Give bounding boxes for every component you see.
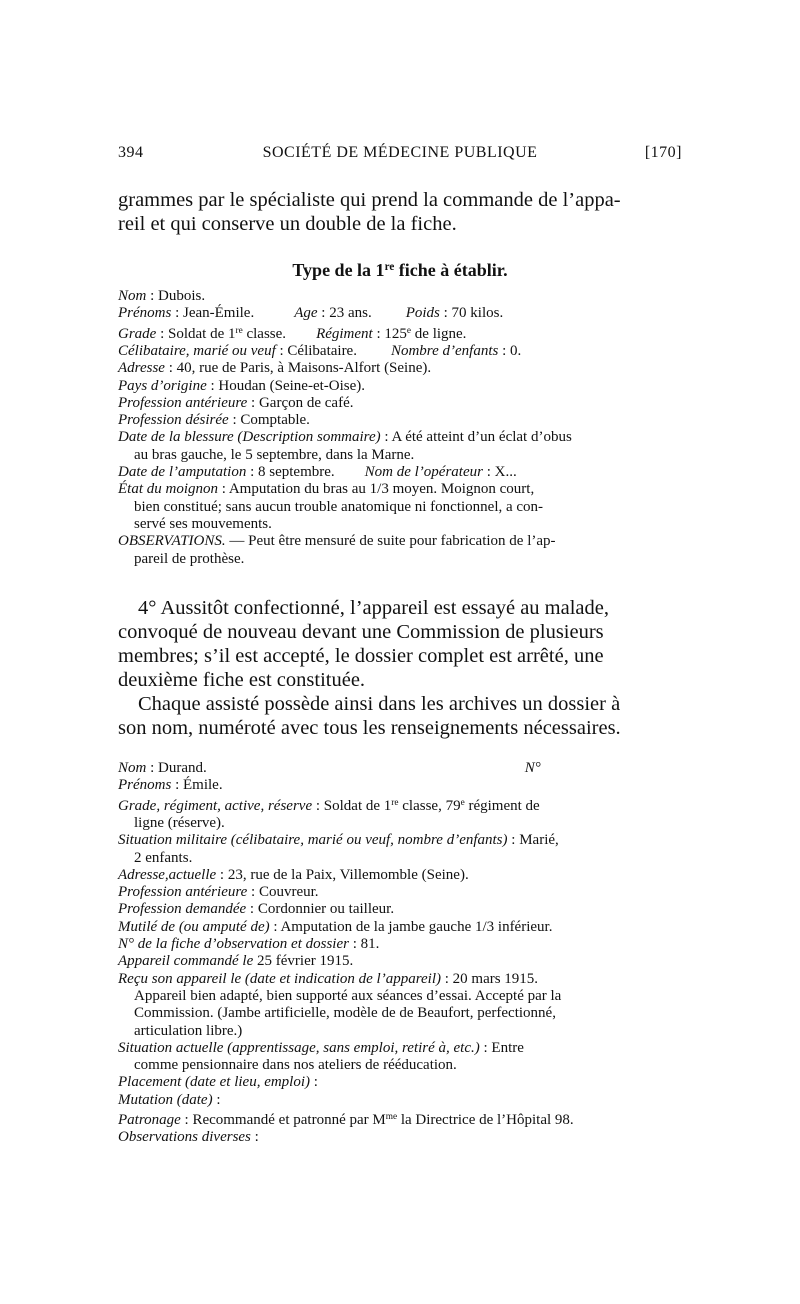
fiche-line (118, 360, 684, 377)
field-value: la Directrice de l’Hôpital 98. (397, 1112, 574, 1129)
fiche-line (118, 1109, 684, 1129)
fiche-line: bien constitué; sans aucun trouble anatomique ni fonctionnel, a con- (134, 498, 544, 515)
running-header (118, 144, 682, 170)
field-label: Profession désirée (118, 412, 229, 429)
field-label: Régiment (316, 325, 373, 342)
field-label: Observations diverses (118, 1129, 251, 1146)
fiche-line (118, 343, 684, 360)
fiche-line (118, 429, 684, 446)
fiche-line: au bras gauche, le 5 septembre, dans la Marne. (134, 446, 415, 463)
fiche-line: articulation libre.) (134, 1022, 243, 1039)
field-value: : 70 kilos. (439, 305, 504, 322)
field-label: Prénoms (118, 777, 172, 794)
field-label: N° (524, 760, 541, 776)
page-number: 394 (118, 144, 144, 161)
field-value: 25 février 1915. (253, 953, 354, 970)
field-label: Profession demandée (118, 901, 247, 918)
field-value: : (212, 1091, 221, 1108)
fiche-line (118, 1074, 684, 1091)
field-value: : X... (482, 464, 517, 481)
field-value: : Durand. (146, 760, 207, 776)
field-label: Mutilé de (ou amputé de) (118, 918, 270, 935)
field-sup: re (235, 325, 243, 336)
field-label: Date de l’amputation (118, 464, 247, 481)
intro-line: grammes par le spécialiste qui prend la commande de l’appa- (118, 189, 621, 211)
field-sup: e (460, 797, 465, 808)
field-label: Placement (date et lieu, emploi) (118, 1074, 311, 1091)
intro-paragraph (118, 188, 682, 236)
body-line: deuxième fiche est constituée. (118, 669, 366, 691)
field-value: : 23, rue de la Paix, Villemomble (Seine). (216, 866, 469, 883)
fiche-line (118, 323, 684, 343)
field-value: : 8 septembre. (246, 464, 335, 481)
field-value: : Houdan (Seine-et-Oise). (206, 377, 366, 394)
field-label: N° de la fiche d’observation et dossier (118, 936, 349, 953)
field-value: : 23 ans. (317, 305, 372, 322)
fiche-line (118, 971, 684, 988)
fiche-line: Appareil bien adapté, bien supporté aux séances d’essai. Accepté par la (134, 987, 562, 1004)
body-line: membres; s’il est accepté, le dossier complet est arrêté, une (118, 645, 604, 667)
fiche-line (118, 953, 684, 970)
field-value: : 81. (348, 936, 380, 953)
fiche-line: comme pensionnaire dans nos ateliers de rééducation. (134, 1057, 457, 1074)
fiche-title-sup: re (384, 260, 395, 273)
field-sup: me (385, 1112, 398, 1123)
fiche-2 (118, 760, 684, 1147)
fiche-line (118, 288, 684, 305)
field-label: (Description sommaire) (237, 429, 381, 446)
field-value: : Célibataire. (275, 343, 357, 359)
running-title: SOCIÉTÉ DE MÉDECINE PUBLIQUE (262, 144, 538, 161)
field-label: (célibataire, marié ou veuf, nombre d’enfants) (230, 832, 508, 849)
field-value: : 40, rue de Paris, à Maisons-Alfort (Seine). (164, 360, 432, 377)
field-value: : (310, 1074, 318, 1091)
field-label: Poids (405, 305, 440, 322)
field-value: : Soldat de 1 (312, 797, 392, 814)
field-value: : Couvreur. (247, 884, 319, 901)
fiche-line (118, 884, 684, 901)
field-label: Appareil commandé le (118, 953, 254, 970)
field-value: : Émile. (171, 777, 223, 794)
field-value: de ligne. (411, 325, 467, 342)
fiche-line (118, 832, 684, 849)
body-line: convoqué de nouveau devant une Commission de plusieurs (118, 621, 604, 643)
field-label: État du moignon (118, 481, 218, 498)
fiche-title-text: fiche à établir. (394, 260, 508, 280)
fiche-line (118, 412, 684, 429)
fiche-line: ligne (réserve). (134, 815, 225, 831)
field-value: classe. (242, 325, 287, 342)
fiche-line (118, 901, 684, 918)
field-value: : Jean-Émile. (171, 305, 255, 322)
fiche-line (118, 533, 684, 550)
field-label: Situation actuelle (118, 1039, 224, 1056)
field-label: Adresse,actuelle (118, 866, 217, 883)
field-value: : A été atteint d’un éclat d’obus (380, 429, 572, 446)
fiche-line: pareil de prothèse. (134, 550, 245, 567)
fiche-line (118, 1040, 684, 1057)
field-value: : Recommandé et patronné par M (180, 1112, 386, 1129)
fiche-line (118, 305, 684, 322)
fiche-line (118, 777, 684, 794)
field-label: Nom de l’opérateur (364, 464, 483, 481)
field-label: Patronage (118, 1112, 181, 1129)
body-line: 4° Aussitôt confectionné, l’appareil est essayé au malade, (138, 597, 609, 619)
field-value: : Amputation de la jambe gauche 1/3 inférieur. (269, 918, 553, 935)
field-label: Nom (118, 288, 147, 304)
fiche-line (118, 919, 684, 936)
field-label: Date de la blessure (118, 429, 234, 446)
field-value: : Comptable. (228, 412, 310, 429)
fiche-line: Commission. (Jambe artificielle, modèle de de Beaufort, perfectionné, (134, 1005, 556, 1022)
field-value: : 125 (372, 325, 407, 342)
fiche-line (118, 936, 684, 953)
page-reference: [170] (644, 144, 682, 161)
field-label: Nombre d’enfants (390, 343, 499, 359)
field-label: Grade (118, 325, 157, 342)
field-value: — Peut être mensuré de suite pour fabrication de l’ap- (225, 533, 556, 550)
fiche-line (118, 795, 684, 815)
fiche-line: servé ses mouvements. (134, 515, 272, 532)
field-label: Situation militaire (118, 832, 228, 849)
field-value: : Amputation du bras au 1/3 moyen. Moignon court, (218, 481, 535, 498)
field-value: classe, 79 (398, 797, 461, 814)
field-value: régiment de (464, 797, 540, 814)
field-label: Grade, régiment, active, réserve (118, 797, 313, 814)
field-label: Profession antérieure (118, 394, 248, 411)
fiche-line (118, 395, 684, 412)
field-label: Age (294, 305, 318, 322)
fiche-line (118, 1129, 684, 1146)
fiche-line (118, 760, 684, 777)
field-value: : 20 mars 1915. (440, 970, 539, 987)
field-value: : Dubois. (146, 288, 206, 304)
middle-paragraph-1 (118, 596, 682, 740)
fiche-title-text: Type de la 1 (292, 260, 385, 280)
field-value: : Garçon de café. (247, 394, 354, 411)
field-value: : 0. (498, 343, 522, 359)
fiche-line (118, 481, 684, 498)
field-label: Nom (118, 760, 147, 776)
fiche-line: 2 enfants. (134, 849, 193, 866)
field-value: : Marié, (507, 832, 559, 849)
field-label: Pays d’origine (118, 377, 207, 394)
field-label: Mutation (date) (118, 1091, 213, 1108)
fiche-line (118, 378, 684, 395)
fiche-line (118, 1092, 684, 1109)
fiche-1 (118, 288, 684, 568)
intro-line: reil et qui conserve un double de la fiche. (118, 213, 457, 235)
field-value: : Entre (479, 1039, 524, 1056)
field-label: OBSERVATIONS. (118, 533, 226, 550)
body-line: Chaque assisté possède ainsi dans les archives un dossier à (138, 693, 621, 715)
body-line: son nom, numéroté avec tous les renseignements nécessaires. (118, 717, 621, 739)
field-label: Prénoms (118, 305, 172, 322)
field-label: Célibataire, marié ou veuf (118, 343, 276, 359)
field-sup: re (391, 797, 399, 808)
fiche-line (118, 867, 684, 884)
field-label: Adresse (118, 360, 165, 377)
field-value: : Cordonnier ou tailleur. (246, 901, 395, 918)
field-label: Profession antérieure (118, 884, 248, 901)
field-sup: e (406, 325, 412, 336)
field-label: Reçu son appareil le (date et indication de l’appareil) (118, 970, 441, 987)
field-value: : Soldat de 1 (156, 325, 236, 342)
field-value: : (250, 1129, 259, 1146)
fiche-title (118, 260, 682, 281)
field-label: (apprentissage, sans emploi, retiré à, etc.) (227, 1039, 480, 1056)
fiche-line (118, 464, 684, 481)
